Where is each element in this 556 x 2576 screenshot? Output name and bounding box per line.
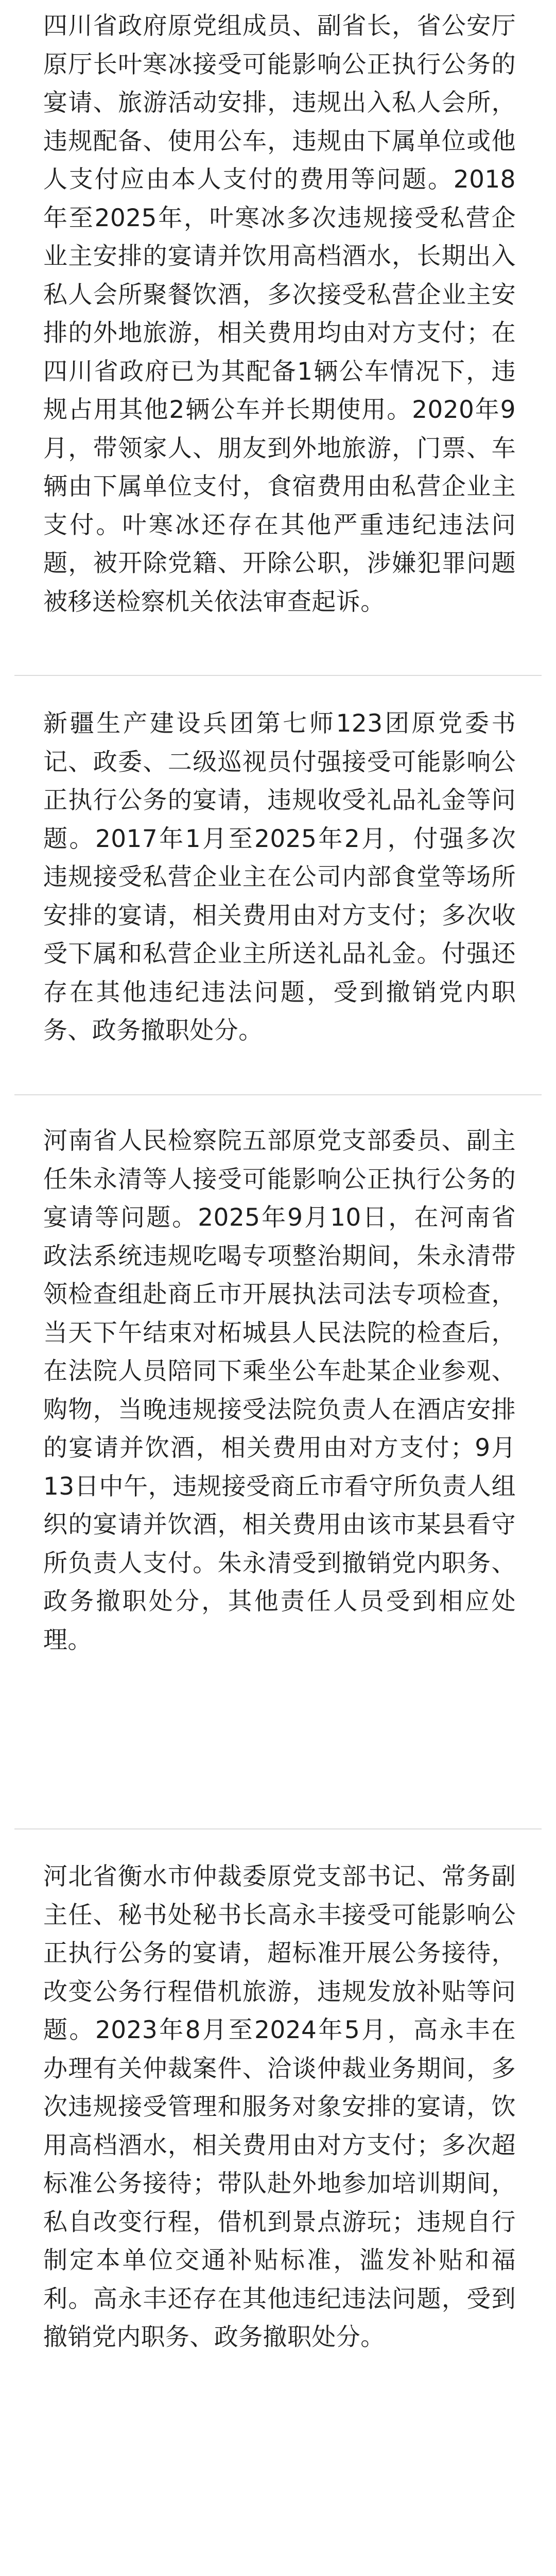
case-text: 河南省人民检察院五部原党支部委员、副主任朱永清等人接受可能影响公正执行公务的宴请等问题。2025年9月10日，在河南省政法系统违规吃喝专项整治期间，朱永清带领检查组赴商丘市开展执法司法专项检查，当天下午结束对柘城县人民法院的检查后，在法院人员陪同下乘坐公车赴某企业参观、购物，当晚违规接受法院负责人在酒店安排的宴请并饮酒，相关费用由对方支付；9月13日中午，违规接受商丘市看守所负责人组织的宴请并饮酒，相关费用由该市某县看守所负责人支付。朱永清受到撤销党内职务、政务撤职处分，其他责任人员受到相应处理。 [43, 1127, 516, 1654]
case-text: 四川省政府原党组成员、副省长，省公安厅原厅长叶寒冰接受可能影响公正执行公务的宴请、旅游活动安排，违规出入私人会所，违规配备、使用公车，违规由下属单位或他人支付应由本人支付的费用等问题。2018年至2025年，叶寒冰多次违规接受私营企业主安排的宴请并饮用高档酒水，长期出入私人会所聚餐饮酒，多次接受私营企业主安排的外地旅游，相关费用均由对方支付；在四川省政府已为其配备1辆公车情况下，违规占用其他2辆公车并长期使用。2020年9月，带领家人、朋友到外地旅游，门票、车辆由下属单位支付，食宿费用由私营企业主支付。叶寒冰还存在其他严重违纪违法问题，被开除党籍、开除公职，涉嫌犯罪问题被移送检察机关依法审查起诉。 [43, 12, 516, 616]
section-divider [14, 675, 542, 676]
case-paragraph [0, 705, 556, 1050]
case-text: 河北省衡水市仲裁委原党支部书记、常务副主任、秘书处秘书长高永丰接受可能影响公正执行公务的宴请，超标准开展公务接待，改变公务行程借机旅游，违规发放补贴等问题。2023年8月至2024年5月，高永丰在办理有关仲裁案件、洽谈仲裁业务期间，多次违规接受管理和服务对象安排的宴请，饮用高档酒水，相关费用由对方支付；多次超标准公务接待；带队赴外地参加培训期间，私自改变行程，借机到景点游玩；违规自行制定本单位交通补贴标准，滥发补贴和福利。高永丰还存在其他违纪违法问题，受到撤销党内职务、政务撤职处分。 [43, 1862, 516, 2351]
case-paragraph [0, 1122, 556, 1659]
section-divider [14, 1828, 542, 1829]
section-divider [14, 1094, 542, 1095]
case-paragraph [0, 7, 556, 621]
case-text: 新疆生产建设兵团第七师123团原党委书记、政委、二级巡视员付强接受可能影响公正执行公务的宴请，违规收受礼品礼金等问题。2017年1月至2025年2月，付强多次违规接受私营企业主在公司内部食堂等场所安排的宴请，相关费用由对方支付；多次收受下属和私营企业主所送礼品礼金。付强还存在其他违纪违法问题，受到撤销党内职务、政务撤职处分。 [43, 709, 516, 1045]
case-paragraph [0, 1858, 556, 2357]
